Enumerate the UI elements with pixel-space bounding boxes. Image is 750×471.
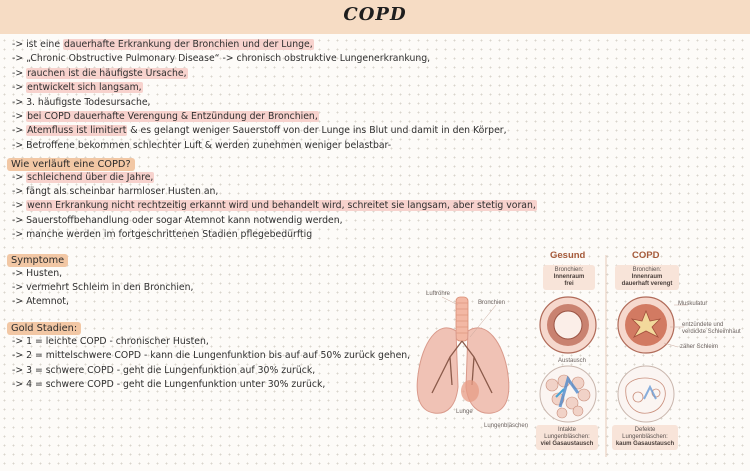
healthy-bronchus-caption: Bronchien: Innenraum frei (543, 265, 595, 290)
label-schleimhaut-2: verdickte Schleimhaut (682, 329, 741, 335)
label-lungenblaeschen: Lungenbläschen (484, 423, 529, 429)
gold-stadien-line (12, 365, 315, 377)
line-text: -> 3. häufigste Todesursache, (12, 96, 151, 108)
section-heading-gold-stadien: Gold Stadien: (7, 322, 81, 335)
label-lunge: Lunge (456, 409, 473, 415)
copd-illustration (412, 247, 748, 467)
line-text: -> (12, 82, 27, 94)
label-bronchien: Bronchien (478, 300, 506, 306)
line-text: -> manche werden im fortgeschrittenen Stadien pflegebedürftig (12, 228, 313, 240)
line-text: -> Atemnot, (12, 296, 69, 308)
line-text: -> 4 = schwere COPD - geht die Lungenfunktion unter 30% zurück, (12, 379, 326, 391)
line-text: -> (12, 111, 27, 122)
gold-stadien-line (12, 379, 325, 391)
gold-stadien-line (12, 336, 209, 348)
intro-line (12, 140, 391, 152)
label-luftroehre: Luftröhre (426, 291, 451, 297)
label-schleim: zäher Schleim (680, 344, 719, 350)
left-lung-shape (417, 328, 458, 413)
intro-line (12, 53, 430, 65)
intro-line (12, 68, 188, 80)
gold-stadien-line (12, 350, 410, 362)
highlighted-text: entwickelt sich langsam, (27, 82, 142, 94)
section-heading-verlauf: Wie verläuft eine COPD? (7, 158, 135, 171)
copd-heading: COPD (632, 250, 660, 261)
label-austausch: Austausch (558, 358, 587, 364)
line-text: -> „Chronic Obstructive Pulmonary Disease“ -> chronisch obstruktive Lungenerkrankung, (12, 53, 431, 65)
line-text: -> vermehrt Schleim in den Bronchien, (12, 282, 194, 294)
symptome-line (12, 268, 62, 280)
line-text: -> 3 = schwere COPD - geht die Lungenfunktion auf 30% zurück, (12, 364, 316, 376)
symptome-line (12, 282, 194, 294)
line-text: -> 1 = leichte COPD - chronischer Husten, (12, 336, 209, 347)
line-text: -> Betroffene bekommen schlechter Luft & werden zunehmen weniger belastbar- (12, 139, 392, 151)
line-text: -> Husten, (12, 268, 63, 279)
verlauf-line (12, 186, 218, 198)
line-text: -> Sauerstoffbehandlung oder sogar Atemnot kann notwendig werden, (12, 214, 343, 226)
heart-shape (461, 380, 479, 402)
line-text: -> (12, 125, 27, 137)
line-text: -> ist eine (12, 39, 63, 50)
intro-line (12, 111, 319, 123)
copd-alveoli-caption: Defekte Lungenbläschen: kaum Gasaustausch (612, 425, 678, 450)
verlauf-line (12, 229, 312, 241)
line-text: -> 2 = mittelschwere COPD - kann die Lungenfunktion bis auf auf 50% zurück gehen, (12, 350, 411, 362)
healthy-heading: Gesund (550, 250, 586, 261)
label-muskulatur: Muskulatur (678, 301, 708, 307)
highlighted-text: schleichend über die Jahre, (27, 172, 154, 183)
line-text: -> (12, 200, 27, 212)
intro-line (12, 97, 151, 109)
healthy-alveoli-caption: Intakte Lungenbläschen: viel Gasaustausch (536, 425, 598, 450)
line-text: -> fängt als scheinbar harmloser Husten an, (12, 186, 219, 198)
highlighted-text: dauerhafte Erkrankung der Bronchien und der Lunge, (64, 39, 313, 50)
line-text: & es gelangt weniger Sauerstoff von der Lunge ins Blut und damit in den Körper, (127, 125, 507, 137)
intro-line (12, 39, 314, 51)
copd-bronchus-caption: Bronchien: Innenraum dauerhaft verengt (615, 265, 679, 290)
highlighted-text: wenn Erkrankung nicht rechtzeitig erkannt wird und behandelt wird, schreitet sie langsam, aber stetig voran, (27, 200, 536, 212)
symptome-line (12, 296, 69, 308)
line-text: -> (12, 67, 27, 79)
intro-line (12, 125, 507, 137)
label-schleimhaut-1: entzündete und (682, 322, 724, 328)
verlauf-line (12, 200, 537, 212)
page-title: COPD (343, 4, 407, 25)
section-heading-symptome: Symptome (7, 254, 68, 267)
highlighted-text: bei COPD dauerhafte Verengung & Entzündung der Bronchien, (27, 111, 318, 122)
verlauf-line (12, 172, 154, 184)
line-text: -> (12, 172, 27, 183)
highlighted-text: Atemfluss ist limitiert (27, 125, 127, 137)
healthy-bronchus-lumen (554, 311, 582, 339)
intro-line (12, 82, 143, 94)
verlauf-line (12, 215, 343, 227)
highlighted-text: rauchen ist die häufigste Ursache, (27, 67, 187, 79)
trachea-shape (456, 297, 468, 341)
